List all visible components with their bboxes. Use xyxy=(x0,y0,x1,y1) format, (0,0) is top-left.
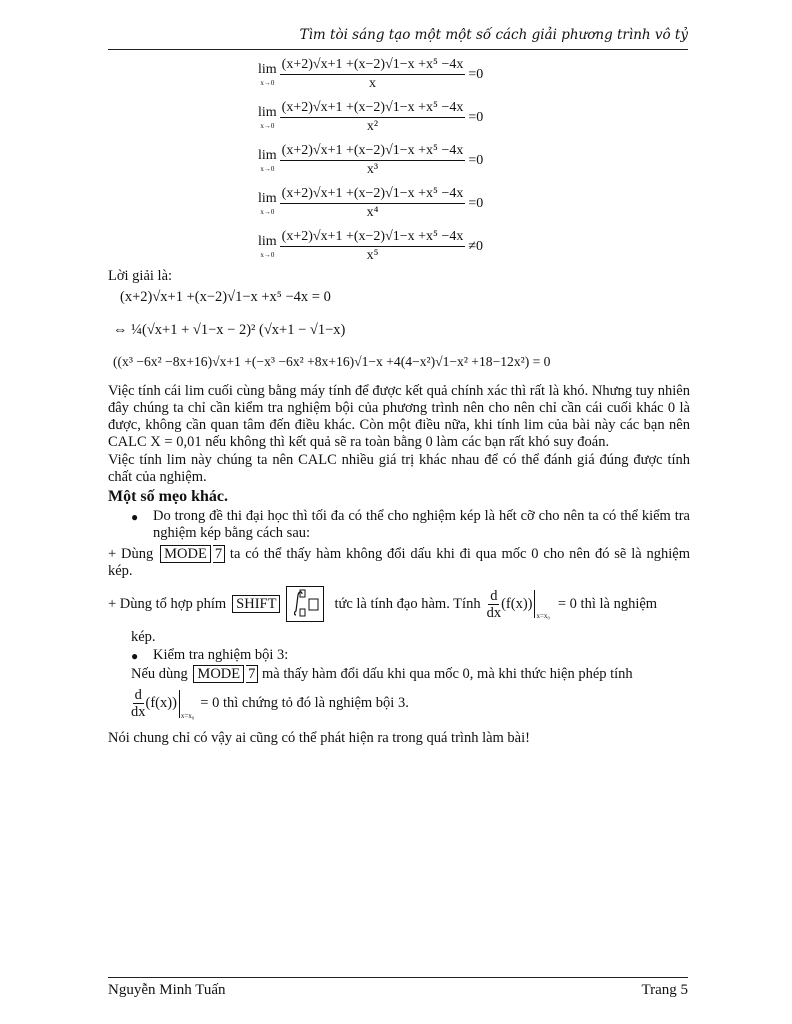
tips-heading: Một số mẹo khác. xyxy=(108,488,228,505)
page-header xyxy=(108,27,688,50)
limit-numerator: (x+2)√x+1 +(x−2)√1−x +x⁵ −4x xyxy=(280,56,466,75)
deriv-sub: x=x₀ xyxy=(180,711,195,720)
footer-author: Nguyễn Minh Tuấn xyxy=(108,982,226,998)
shift-key: SHIFT xyxy=(232,595,280,613)
derivative-expr xyxy=(487,588,550,621)
deriv-fx: (f(x)) xyxy=(145,695,177,711)
deriv-sub: x=x₀ xyxy=(536,612,550,620)
limit-numerator: (x+2)√x+1 +(x−2)√1−x +x⁵ −4x xyxy=(280,99,466,118)
mode-key: MODE xyxy=(193,665,244,683)
limit-equation-4 xyxy=(258,185,483,222)
tip-2-pre: + Dùng tổ hợp phím xyxy=(108,595,227,612)
deriv-den: dx xyxy=(486,604,502,621)
limit-numerator: (x+2)√x+1 +(x−2)√1−x +x⁵ −4x xyxy=(280,185,466,204)
limit-equation-2 xyxy=(258,99,483,136)
limit-denominator: x xyxy=(369,76,376,91)
tip-3-end: = 0 thì chứng tỏ đó là nghiệm bội 3. xyxy=(200,695,409,711)
lim-word: lim xyxy=(258,104,277,120)
limit-denominator: x² xyxy=(366,119,379,134)
tip-2 xyxy=(108,586,657,622)
lim-sub: x→0 xyxy=(260,207,275,216)
bullet-1-text: Do trong đề thi đại học thì tối đa có thể cho nghiệm kép là hết cỡ cho nên ta có thể kiểm tra nghiệm kép bằng cách sau: xyxy=(153,508,690,541)
deriv-fx: (f(x)) xyxy=(501,595,533,612)
limit-equation-1 xyxy=(258,56,483,93)
limit-rhs: =0 xyxy=(468,109,484,125)
integral-key-icon xyxy=(286,586,324,622)
tip-1-pre: + Dùng xyxy=(108,546,154,562)
limit-rhs: =0 xyxy=(468,152,484,168)
tip-3 xyxy=(131,665,633,683)
mode-key: MODE xyxy=(160,545,211,563)
lim-word: lim xyxy=(258,147,277,163)
lim-word: lim xyxy=(258,190,277,206)
deriv-den: dx xyxy=(131,704,146,720)
bullet-2-text: Kiểm tra nghiệm bội 3: xyxy=(153,647,289,663)
bullet-dot: ● xyxy=(131,649,139,663)
deriv-num: d xyxy=(134,687,142,703)
closing-text: Nói chung chỉ có vậy ai cũng có thể phát hiện ra trong quá trình làm bài! xyxy=(108,730,530,746)
limit-numerator: (x+2)√x+1 +(x−2)√1−x +x⁵ −4x xyxy=(280,228,466,247)
tip-3-post: mà thấy hàm đổi dấu khi qua mốc 0, mà khi thức hiện phép tính xyxy=(262,666,633,682)
solution-label: Lời giải là: xyxy=(108,268,173,284)
solution-line-2: ⇔ ¼(√x+1 + √1−x − 2)² (√x+1 − √1−x) xyxy=(113,322,346,338)
solution-line-1: (x+2)√x+1 +(x−2)√1−x +x⁵ −4x = 0 xyxy=(120,289,331,305)
solution-line-3: ((x³ −6x² −8x+16)√x+1 +(−x³ −6x² +8x+16)√1−x +4(4−x²)√1−x² +18−12x²) = 0 xyxy=(113,354,551,369)
footer-page: Trang 5 xyxy=(641,982,688,998)
deriv-num: d xyxy=(490,587,498,604)
header-title: Tìm tòi sáng tạo một một số cách giải phương trình vô tỷ xyxy=(299,27,688,43)
lim-word: lim xyxy=(258,233,277,249)
limit-denominator: x⁴ xyxy=(366,205,379,220)
paragraph-1: Việc tính cái lim cuối cùng bằng máy tính để được kết quả chính xác thì rất là khó. Nhưng tuy nhiên đây chúng ta chỉ cần kiểm tra nghiệm bội của phương trình nên cho nên chỉ cần cái cuối khác 0 là được, không cần quan tâm đến điều khác. Còn một điều nữa, khi tính lim của bài này các bạn nên CALC X = 0,01 nếu không thì kết quả sẽ ra toàn bằng 0 làm các bạn rất khó suy đoán. xyxy=(108,383,690,450)
limit-denominator: x⁵ xyxy=(366,248,379,263)
limit-equation-5 xyxy=(258,228,483,265)
tip-1-post: ta có thể thấy hàm không đổi dấu khi đi qua mốc 0 cho nên đó sẽ là nghiệm kép. xyxy=(108,546,691,579)
lim-sub: x→0 xyxy=(260,78,275,87)
limit-denominator: x³ xyxy=(366,162,379,177)
lim-sub: x→0 xyxy=(260,121,275,130)
limit-rhs: =0 xyxy=(468,66,484,82)
limit-rhs: ≠0 xyxy=(468,238,484,254)
tip-2-mid: tức là tính đạo hàm. Tính xyxy=(334,595,481,612)
limit-numerator: (x+2)√x+1 +(x−2)√1−x +x⁵ −4x xyxy=(280,142,466,161)
tip-3-formula xyxy=(131,687,409,720)
limit-equation-3 xyxy=(258,142,483,179)
mode-number: 7 xyxy=(213,545,225,563)
mode-number: 7 xyxy=(246,665,258,683)
derivative-expr xyxy=(131,687,194,720)
lim-sub: x→0 xyxy=(260,250,275,259)
bullet-dot: ● xyxy=(131,510,139,524)
limit-rhs: =0 xyxy=(468,195,484,211)
lim-sub: x→0 xyxy=(260,164,275,173)
tip-2-end: kép. xyxy=(131,629,156,645)
tip-3-pre: Nếu dùng xyxy=(131,666,188,682)
page-footer xyxy=(108,977,688,999)
paragraph-2: Việc tính lim này chúng ta nên CALC nhiều giá trị khác nhau để có thể đánh giá đúng được tính chất của nghiệm. xyxy=(108,452,690,485)
tip-2-post: = 0 thì là nghiệm xyxy=(557,595,658,612)
lim-word: lim xyxy=(258,61,277,77)
tip-1 xyxy=(108,545,690,580)
